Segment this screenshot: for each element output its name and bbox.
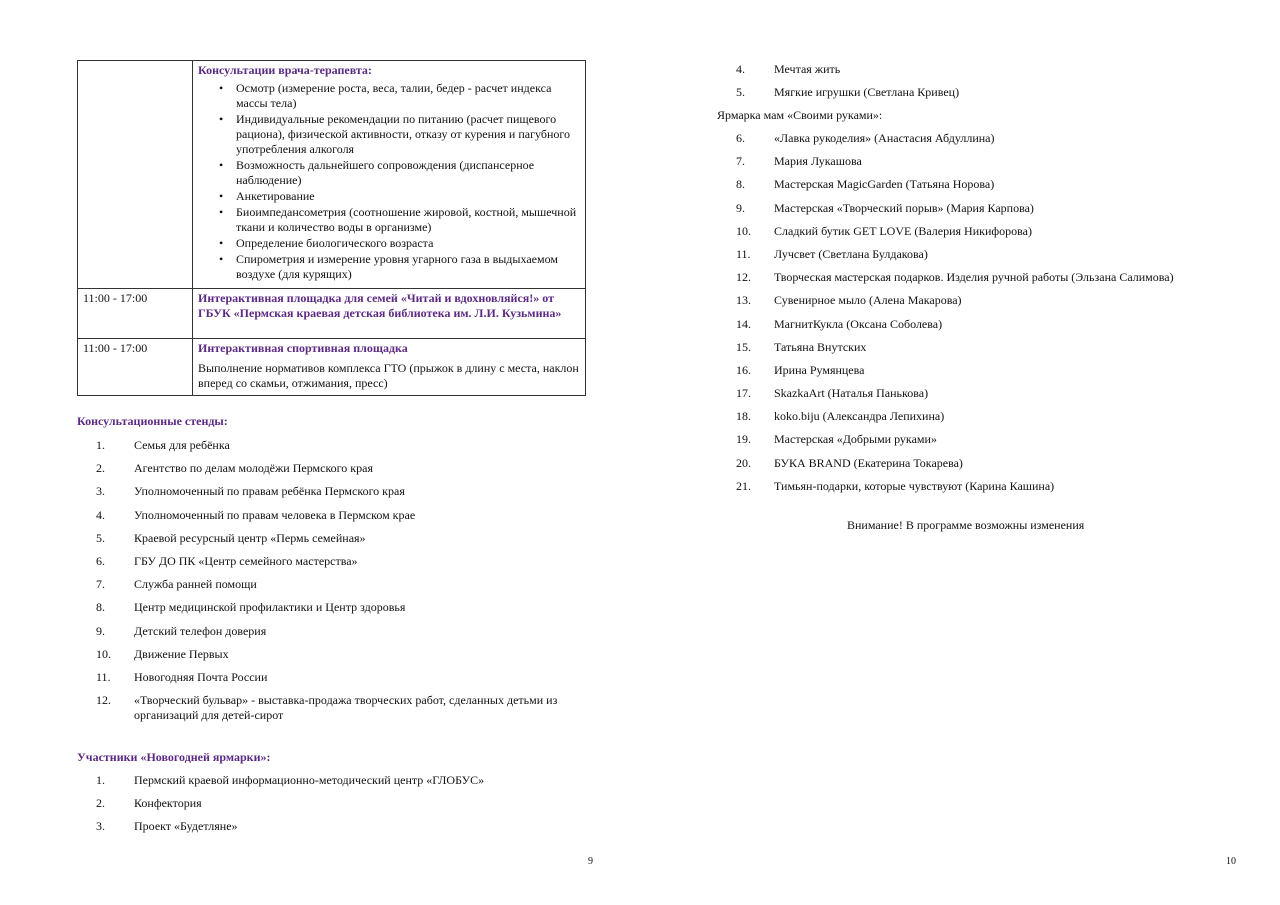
moms-fair-heading: Ярмарка мам «Своими руками»: (717, 108, 883, 122)
list-item-number: 9. (96, 623, 105, 638)
list-item-number: 17. (736, 386, 751, 401)
bullet-icon: • (219, 158, 224, 172)
list-item (736, 154, 1276, 177)
list-item-number: 11. (96, 669, 111, 684)
list-item-number: 6. (736, 131, 745, 145)
list-item-text: Движение Первых (134, 646, 229, 661)
list-item-text: Мягкие игрушки (Светлана Кривец) (774, 85, 960, 100)
list-item (736, 386, 1276, 409)
bullet-text: Индивидуальные рекомендации по питанию (расчет пищевого рациона), физической активности, отказу от курения и пагубного употребления алкоголя (236, 112, 571, 156)
list-item-text: БУКА BRAND (Екатерина Токарева) (774, 455, 963, 470)
list-item (736, 363, 1276, 386)
bullet-text: Анкетирование (236, 189, 315, 203)
time-cell: 11:00 - 17:00 (78, 339, 193, 396)
list-item-number: 8. (736, 177, 745, 192)
list-item (96, 461, 586, 484)
list-item (96, 647, 586, 670)
list-item (736, 201, 1276, 224)
list-item-number: 5. (736, 85, 745, 100)
list-item-text: Агентство по делам молодёжи Пермского края (134, 461, 373, 476)
bullet-text: Спирометрия и измерение уровня угарного газа в выдыхаемом воздухе (для курящих) (236, 252, 558, 281)
list-item-text: Центр медицинской профилактики и Центр здоровья (134, 600, 406, 615)
list-item (96, 796, 586, 819)
fair-list-continued (736, 62, 1256, 108)
list-item-text: Служба ранней помощи (134, 577, 257, 592)
list-item-text: Лучсвет (Светлана Булдакова) (774, 246, 928, 261)
table-row (78, 339, 586, 396)
list-item-number: 14. (736, 316, 751, 331)
list-item (96, 554, 586, 577)
bullet-text: Определение биологического возраста (236, 236, 434, 250)
list-item (96, 531, 586, 554)
fair-heading: Участники «Новогодней ярмарки»: (77, 750, 271, 764)
list-item-text: Семья для ребёнка (134, 438, 230, 452)
notice: Внимание! В программе возможны изменения (847, 518, 1085, 532)
page-10 (640, 0, 1280, 905)
list-item (96, 819, 586, 842)
list-item-number: 15. (736, 339, 751, 354)
list-item (736, 177, 1276, 200)
list-item (96, 773, 586, 796)
list-item-number: 7. (96, 577, 105, 592)
table-row (78, 61, 586, 289)
list-item (736, 409, 1276, 432)
list-item-number: 7. (736, 154, 745, 169)
page-number: 10 (1226, 856, 1236, 867)
list-item-text: Сувенирное мыло (Алена Макарова) (774, 293, 962, 308)
list-item-number: 1. (96, 438, 105, 452)
bullet-item (219, 205, 580, 235)
list-item-number: 3. (96, 819, 105, 834)
list-item (736, 85, 1256, 108)
list-item (96, 624, 586, 647)
list-item-number: 1. (96, 773, 105, 787)
list-item-number: 3. (96, 484, 105, 499)
list-item (736, 293, 1276, 316)
list-item-number: 8. (96, 600, 105, 615)
bullet-text: Возможность дальнейшего сопровождения (диспансерное наблюдение) (236, 158, 535, 187)
list-item-text: Ирина Румянцева (774, 362, 865, 377)
list-item-number: 2. (96, 796, 105, 811)
list-item (736, 456, 1276, 479)
stands-list (96, 438, 586, 731)
list-item-text: Конфектория (134, 796, 202, 811)
list-item (96, 670, 586, 693)
list-item-text: Сладкий бутик GET LOVE (Валерия Никифорова) (774, 223, 1032, 238)
bullet-item (219, 189, 580, 204)
list-item-number: 9. (736, 200, 745, 215)
list-item (96, 600, 586, 623)
time-cell: 11:00 - 17:00 (78, 289, 193, 339)
list-item-text: Мария Лукашова (774, 154, 862, 169)
bullet-item (219, 236, 580, 251)
list-item (96, 577, 586, 600)
list-item-number: 4. (96, 507, 105, 522)
bullet-item (219, 252, 580, 282)
list-item-text: Тимьян-подарки, которые чувствуют (Карина Кашина) (774, 478, 1055, 493)
list-item-text: Уполномоченный по правам человека в Пермском крае (134, 507, 416, 522)
bullet-text: Осмотр (измерение роста, веса, талии, бедер - расчет индекса массы тела) (236, 81, 552, 110)
list-item-number: 21. (736, 478, 751, 493)
list-item-number: 18. (736, 409, 751, 424)
list-item-number: 19. (736, 432, 751, 447)
list-item-text: Мастерская MagicGarden (Татьяна Норова) (774, 177, 995, 192)
list-item-number: 11. (736, 246, 751, 261)
activity-cell (193, 289, 586, 339)
list-item-text: Детский телефон доверия (134, 623, 267, 638)
schedule-table (77, 60, 586, 396)
activity-title: Интерактивная площадка для семей «Читай и вдохновляйся!» от ГБУК «Пермская краевая детская библиотека им. Л.И. Кузьмина» (198, 291, 562, 320)
list-item-number: 2. (96, 461, 105, 476)
activity-cell (193, 339, 586, 396)
activity-title: Интерактивная спортивная площадка (198, 341, 408, 355)
bullet-item (219, 158, 580, 188)
activity-description: Выполнение нормативов комплекса ГТО (прыжок в длину с места, наклон вперед со скамьи, отжимания, пресс) (198, 361, 579, 390)
list-item (96, 484, 586, 507)
list-item-text: ГБУ ДО ПК «Центр семейного мастерства» (134, 553, 358, 568)
bullet-text: Биоимпедансометрия (соотношение жировой, костной, мышечной ткани и количество воды в организме) (236, 205, 577, 234)
list-item-number: 5. (96, 530, 105, 545)
stands-heading: Консультационные стенды: (77, 414, 228, 428)
activity-cell (193, 61, 586, 289)
bullet-icon: • (219, 252, 224, 266)
list-item-text: «Лавка рукоделия» (Анастасия Абдуллина) (774, 131, 995, 145)
list-item-text: Мастерская «Творческий порыв» (Мария Карпова) (774, 200, 1034, 215)
bullet-item (219, 112, 580, 157)
bullet-icon: • (219, 112, 224, 126)
bullet-icon: • (219, 189, 224, 203)
list-item-number: 10. (96, 646, 111, 661)
list-item (736, 340, 1276, 363)
activity-title: Консультации врача-терапевта: (198, 63, 372, 77)
fair-list (96, 773, 586, 843)
list-item-text: Творческая мастерская подарков. Изделия ручной работы (Эльзана Салимова) (774, 270, 1174, 285)
list-item (736, 224, 1276, 247)
list-item-text: Пермский краевой информационно-методический центр «ГЛОБУС» (134, 773, 485, 787)
list-item-number: 20. (736, 455, 751, 470)
list-item (96, 438, 586, 461)
list-item-text: Мастерская «Добрыми руками» (774, 432, 937, 447)
list-item-number: 12. (736, 270, 751, 285)
bullet-list (198, 81, 580, 282)
list-item (736, 247, 1276, 270)
time-cell (78, 61, 193, 289)
list-item-number: 6. (96, 553, 105, 568)
list-item (736, 317, 1276, 340)
list-item-number: 12. (96, 693, 111, 708)
bullet-icon: • (219, 205, 224, 219)
list-item-text: koko.biju (Александра Лепихина) (774, 409, 945, 424)
table-row (78, 289, 586, 339)
list-item (736, 479, 1276, 502)
list-item (96, 693, 586, 731)
bullet-item (219, 81, 580, 111)
list-item-text: Краевой ресурсный центр «Пермь семейная» (134, 530, 366, 545)
list-item-number: 4. (736, 62, 745, 76)
list-item-text: Мечтая жить (774, 62, 841, 76)
list-item-number: 10. (736, 223, 751, 238)
list-item-number: 16. (736, 362, 751, 377)
page-number: 9 (588, 856, 593, 867)
list-item-text: Татьяна Внутских (774, 339, 867, 354)
list-item-text: Уполномоченный по правам ребёнка Пермского края (134, 484, 405, 499)
list-item (736, 270, 1276, 293)
list-item (736, 62, 1256, 85)
list-item-text: SkazkaArt (Наталья Панькова) (774, 386, 929, 401)
list-item-text: Новогодняя Почта России (134, 669, 268, 684)
list-item-text: Проект «Будетляне» (134, 819, 238, 834)
bullet-icon: • (219, 81, 224, 95)
list-item-text: «Творческий бульвар» - выставка-продажа творческих работ, сделанных детьми из организаций для детей-сирот (134, 693, 558, 723)
list-item-text: МагнитКукла (Оксана Соболева) (774, 316, 943, 331)
list-item-number: 13. (736, 293, 751, 308)
moms-fair-list (736, 131, 1276, 502)
list-item (736, 432, 1276, 455)
list-item (736, 131, 1276, 154)
bullet-icon: • (219, 236, 224, 250)
list-item (96, 508, 586, 531)
